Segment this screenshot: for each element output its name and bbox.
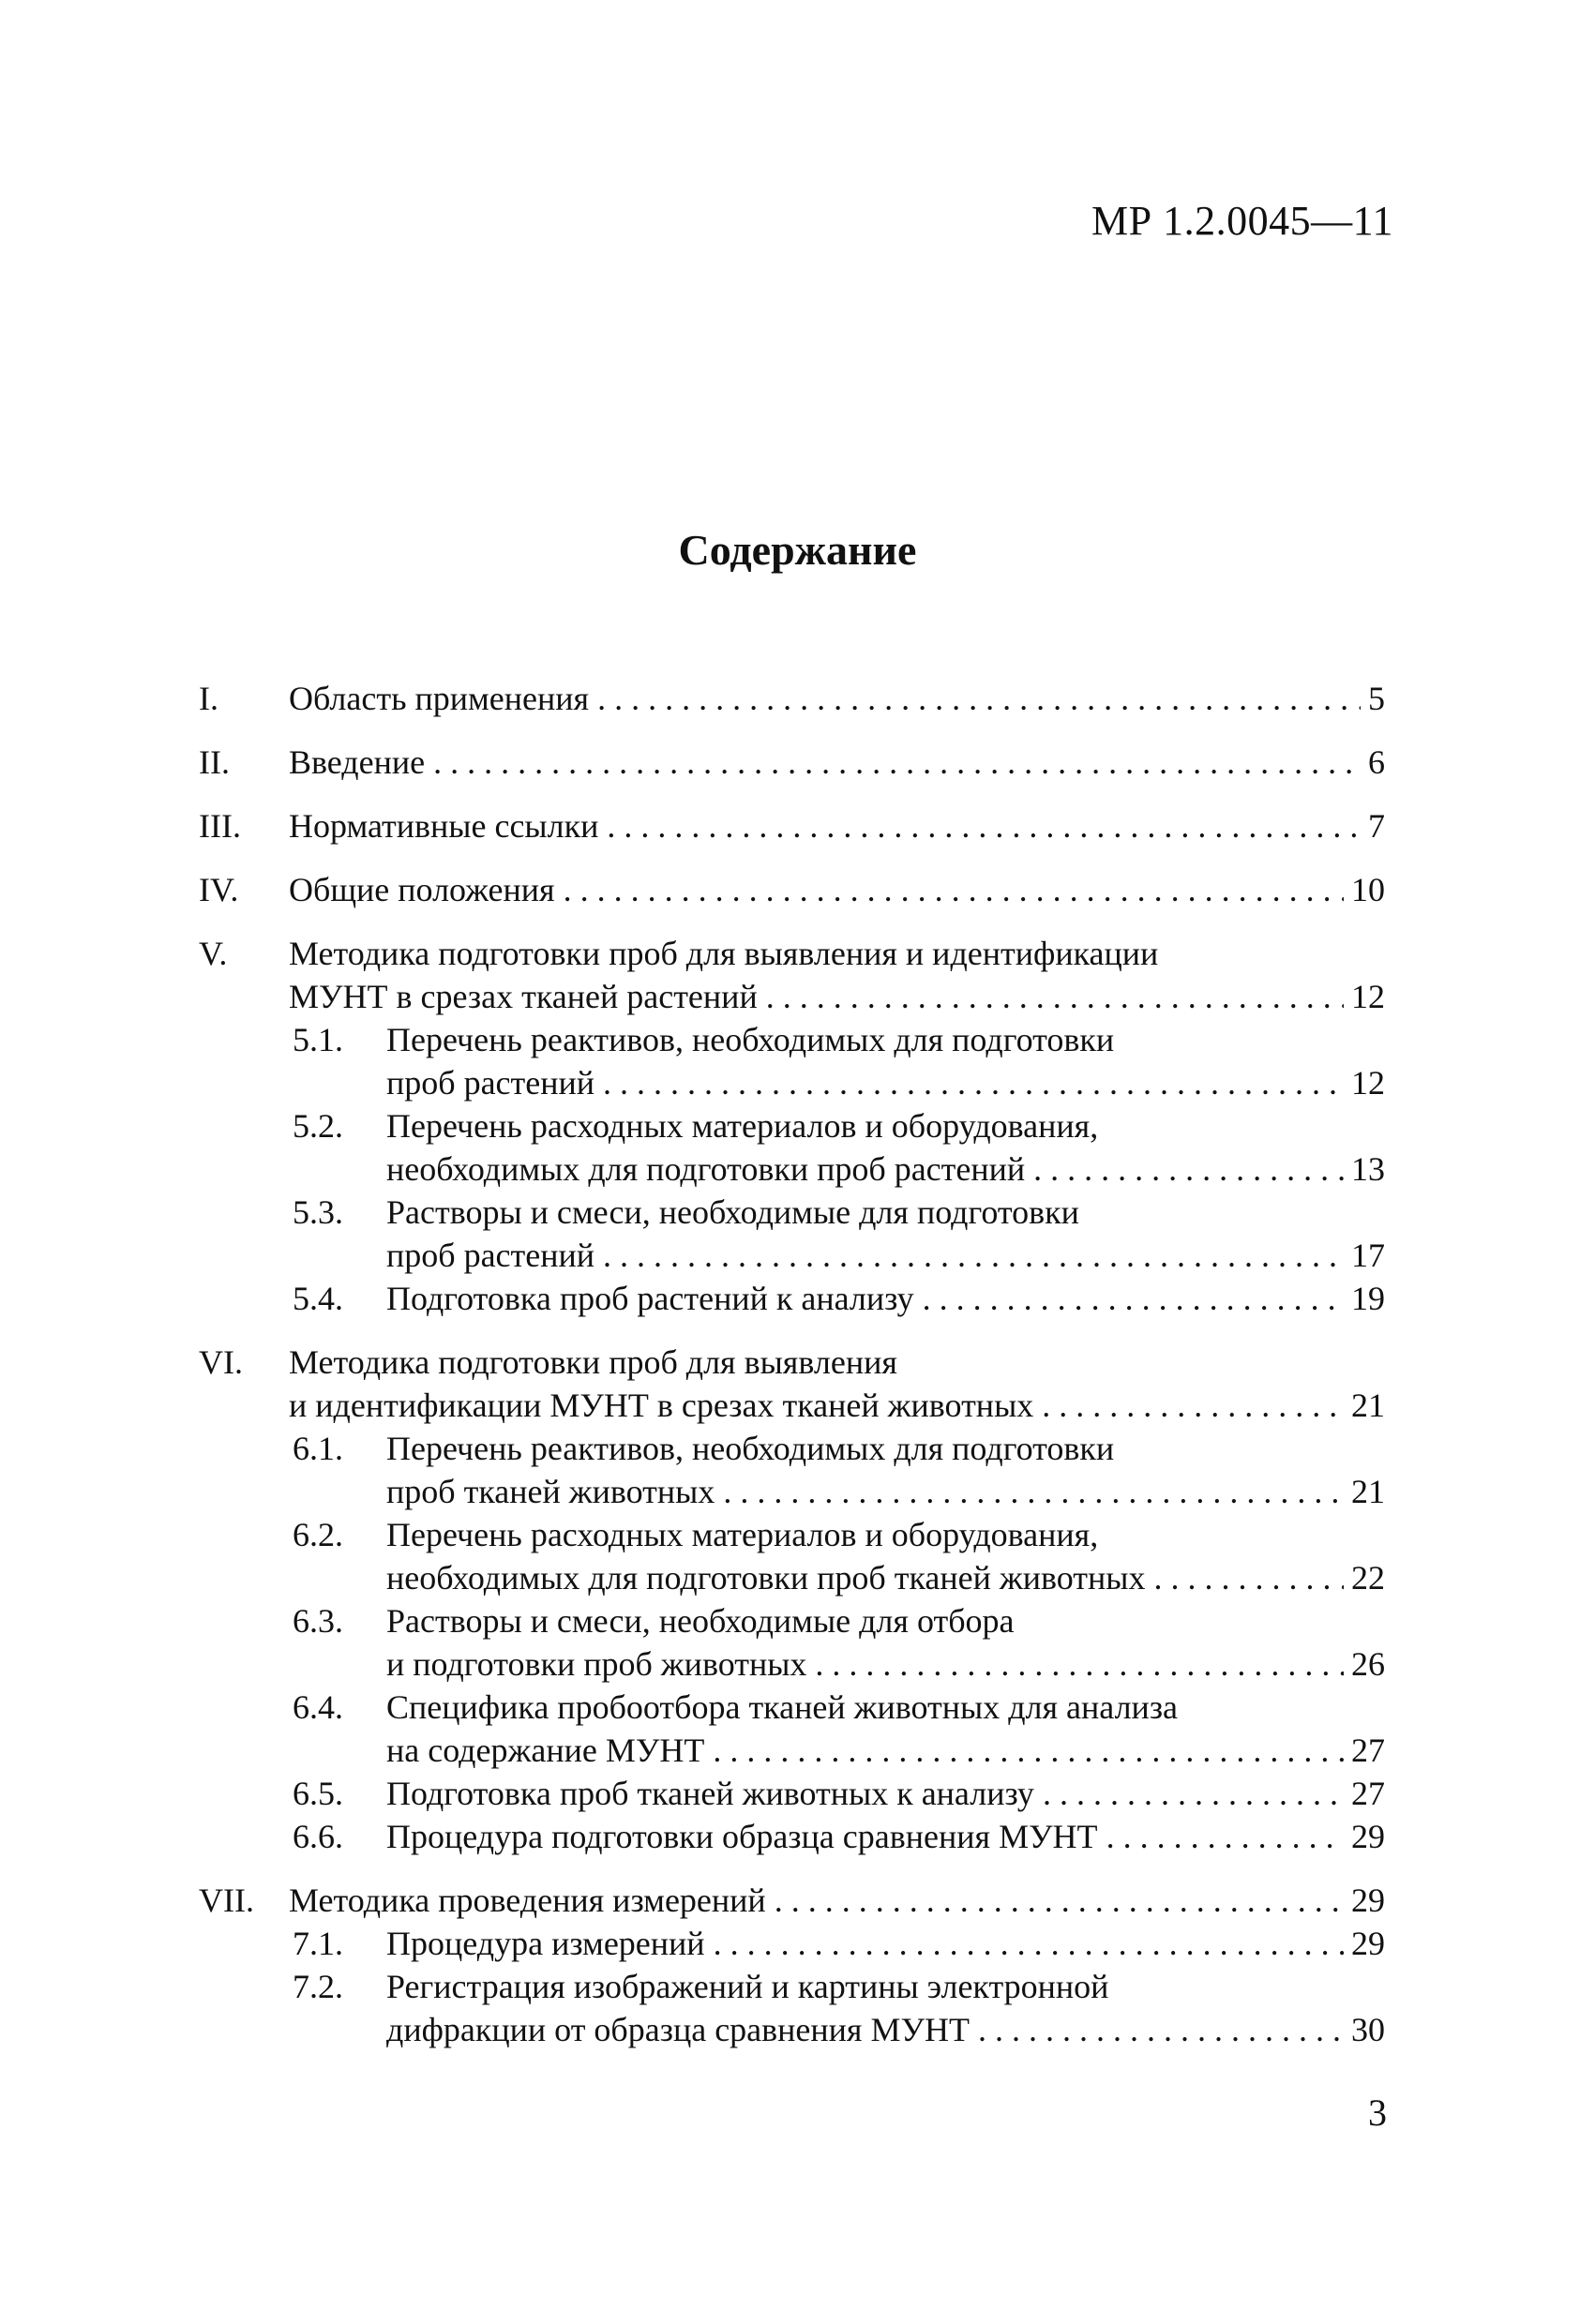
page-number: 3 <box>1368 2092 1387 2134</box>
section-number: III. <box>199 807 241 845</box>
toc-subentry-line <box>199 1191 1385 1234</box>
section-number: VII. <box>199 1882 254 1919</box>
page-ref: 13 <box>1344 1147 1385 1191</box>
toc-subentry-line <box>199 1815 1385 1858</box>
toc-section <box>199 741 1385 784</box>
subsection-number: 6.6. <box>293 1818 343 1855</box>
toc-entry-line <box>199 1341 1385 1384</box>
page-ref: 10 <box>1344 868 1385 911</box>
page-ref: 12 <box>1344 1061 1385 1104</box>
toc-entry-line <box>199 741 1385 784</box>
toc-subentry-line <box>199 1018 1385 1061</box>
section-title: Область применения . . . <box>289 677 1385 720</box>
subsection-number: 6.5. <box>293 1775 343 1812</box>
toc-subentry-line <box>199 1686 1385 1729</box>
section-number: IV. <box>199 871 239 908</box>
section-title: Введение . . . <box>289 741 1385 784</box>
subsection-title: необходимых для подготовки проб тканей животных . . . <box>386 1556 1385 1599</box>
toc-entry-line <box>199 932 1385 975</box>
toc-subentry-line <box>199 1642 1385 1686</box>
toc-section <box>199 804 1385 847</box>
toc-subentry-line <box>199 1599 1385 1642</box>
page-ref: 30 <box>1344 2008 1385 2051</box>
subsection-number: 7.2. <box>293 1968 343 2005</box>
section-number: VI. <box>199 1343 243 1381</box>
toc-entry-line <box>199 1879 1385 1922</box>
page-ref: 27 <box>1344 1772 1385 1815</box>
subsection-number: 6.3. <box>293 1602 343 1640</box>
section-title: Нормативные ссылки . . . <box>289 804 1385 847</box>
subsection-title: Подготовка проб растений к анализу . . . <box>386 1277 1385 1320</box>
subsection-title: Специфика пробоотбора тканей животных для анализа <box>386 1688 1179 1726</box>
section-title: Методика проведения измерений . . . <box>289 1879 1385 1922</box>
toc-subentry-line <box>199 1277 1385 1320</box>
section-title: МУНТ в срезах тканей растений . . . <box>289 975 1385 1018</box>
toc-subentry-line <box>199 1772 1385 1815</box>
toc-entry-line <box>199 677 1385 720</box>
page-ref: 29 <box>1344 1815 1385 1858</box>
toc-subentry-line <box>199 2008 1385 2051</box>
section-title: Методика подготовки проб для выявления и идентификации <box>289 935 1159 972</box>
table-of-contents <box>199 677 1385 2072</box>
section-title: Общие положения . . . <box>289 868 1385 911</box>
subsection-title: Процедура подготовки образца сравнения МУНТ . . . <box>386 1815 1385 1858</box>
toc-section <box>199 677 1385 720</box>
page-ref: 12 <box>1344 975 1385 1018</box>
section-title: Методика подготовки проб для выявления <box>289 1343 897 1381</box>
page-ref: 29 <box>1344 1879 1385 1922</box>
subsection-title: проб растений . . . <box>386 1234 1385 1277</box>
page-ref: 7 <box>1361 804 1385 847</box>
toc-subentry-line <box>199 1470 1385 1513</box>
subsection-title: необходимых для подготовки проб растений . . . <box>386 1147 1385 1191</box>
subsection-number: 6.1. <box>293 1430 343 1467</box>
page-ref: 21 <box>1344 1384 1385 1427</box>
page-ref: 17 <box>1344 1234 1385 1277</box>
toc-subentry-line <box>199 1061 1385 1104</box>
toc-subentry-line <box>199 1729 1385 1772</box>
page-ref: 6 <box>1361 741 1385 784</box>
page-title: Содержание <box>678 526 917 574</box>
page-ref: 19 <box>1344 1277 1385 1320</box>
subsection-title: на содержание МУНТ . . . <box>386 1729 1385 1772</box>
section-number: V. <box>199 935 228 972</box>
subsection-number: 5.3. <box>293 1193 343 1231</box>
toc-subentry-line <box>199 1147 1385 1191</box>
subsection-number: 6.4. <box>293 1688 343 1726</box>
page-ref: 27 <box>1344 1729 1385 1772</box>
toc-entry-line <box>199 868 1385 911</box>
document-code: МР 1.2.0045—11 <box>1091 198 1393 244</box>
toc-section <box>199 868 1385 911</box>
page-ref: 5 <box>1361 677 1385 720</box>
page-ref: 21 <box>1344 1470 1385 1513</box>
subsection-title: Процедура измерений . . . <box>386 1922 1385 1965</box>
subsection-number: 5.4. <box>293 1280 343 1317</box>
subsection-title: проб тканей животных . . . <box>386 1470 1385 1513</box>
toc-subentry-line <box>199 1234 1385 1277</box>
subsection-number: 6.2. <box>293 1516 343 1553</box>
subsection-title: Растворы и смеси, необходимые для подготовки <box>386 1193 1079 1231</box>
subsection-number: 5.2. <box>293 1107 343 1145</box>
subsection-title: Регистрация изображений и картины электронной <box>386 1968 1109 2005</box>
subsection-title: дифракции от образца сравнения МУНТ . . . <box>386 2008 1385 2051</box>
toc-subentry-line <box>199 1513 1385 1556</box>
toc-subentry-line <box>199 1556 1385 1599</box>
toc-entry-line <box>199 804 1385 847</box>
subsection-title: Перечень реактивов, необходимых для подготовки <box>386 1430 1115 1467</box>
toc-subentry-line <box>199 1427 1385 1470</box>
section-number: II. <box>199 743 230 781</box>
toc-section <box>199 1341 1385 1858</box>
subsection-title: Перечень расходных материалов и оборудования, <box>386 1107 1099 1145</box>
toc-subentry-line <box>199 1965 1385 2008</box>
toc-section <box>199 932 1385 1320</box>
toc-subentry-line <box>199 1922 1385 1965</box>
subsection-title: и подготовки проб животных . . . <box>386 1642 1385 1686</box>
subsection-number: 7.1. <box>293 1925 343 1962</box>
subsection-title: Подготовка проб тканей животных к анализу . . . <box>386 1772 1385 1815</box>
subsection-title: Растворы и смеси, необходимые для отбора <box>386 1602 1015 1640</box>
section-number: I. <box>199 680 218 717</box>
page-ref: 22 <box>1344 1556 1385 1599</box>
toc-entry-line <box>199 1384 1385 1427</box>
subsection-number: 5.1. <box>293 1021 343 1058</box>
toc-subentry-line <box>199 1104 1385 1147</box>
page-ref: 26 <box>1344 1642 1385 1686</box>
subsection-title: Перечень реактивов, необходимых для подготовки <box>386 1021 1115 1058</box>
subsection-title: Перечень расходных материалов и оборудования, <box>386 1516 1099 1553</box>
subsection-title: проб растений . . . <box>386 1061 1385 1104</box>
toc-section <box>199 1879 1385 2051</box>
page-ref: 29 <box>1344 1922 1385 1965</box>
toc-entry-line <box>199 975 1385 1018</box>
section-title: и идентификации МУНТ в срезах тканей животных . . . <box>289 1384 1385 1427</box>
